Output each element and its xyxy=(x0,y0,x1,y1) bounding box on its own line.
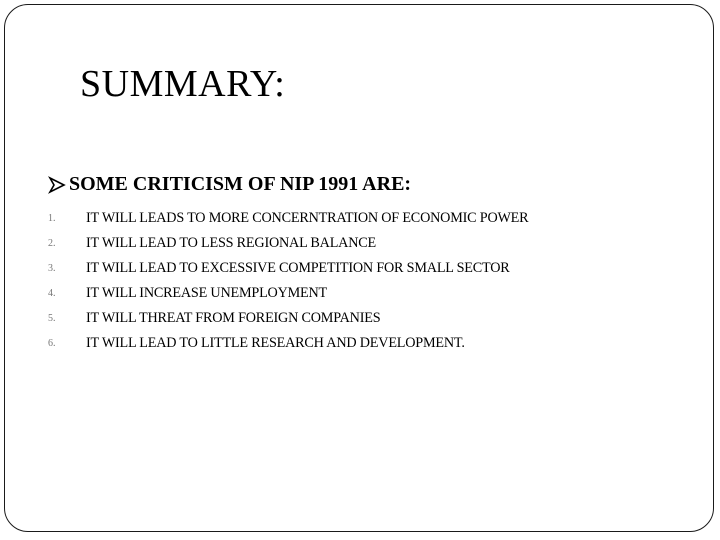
slide-title: SUMMARY: xyxy=(80,63,286,105)
criticism-list xyxy=(48,206,528,356)
list-item xyxy=(48,306,528,331)
arrow-bullet-icon xyxy=(48,176,66,194)
slide xyxy=(4,4,714,532)
list-item-text: IT WILL LEAD TO LITTLE RESEARCH AND DEVELOPMENT. xyxy=(86,335,465,351)
list-item-text: IT WILL LEAD TO LESS REGIONAL BALANCE xyxy=(86,235,376,251)
list-item-text: IT WILL LEAD TO EXCESSIVE COMPETITION FOR SMALL SECTOR xyxy=(86,260,510,276)
list-item xyxy=(48,231,528,256)
bullet-heading-text: SOME CRITICISM OF NIP 1991 ARE: xyxy=(69,173,412,195)
list-item-text: IT WILL INCREASE UNEMPLOYMENT xyxy=(86,285,328,301)
bullet-heading xyxy=(48,173,411,196)
list-item xyxy=(48,281,528,306)
list-item-text: IT WILL THREAT FROM FOREIGN COMPANIES xyxy=(86,310,381,326)
list-item-text: IT WILL LEADS TO MORE CONCERNTRATION OF ECONOMIC POWER xyxy=(86,210,529,226)
list-item-number: 5. xyxy=(48,313,56,324)
list-item-number: 6. xyxy=(48,338,56,349)
list-item xyxy=(48,331,528,356)
list-item-number: 4. xyxy=(48,288,56,299)
list-item-number: 1. xyxy=(48,213,56,224)
list-item-number: 3. xyxy=(48,263,56,274)
list-item xyxy=(48,256,528,281)
list-item xyxy=(48,206,528,231)
list-item-number: 2. xyxy=(48,238,56,249)
